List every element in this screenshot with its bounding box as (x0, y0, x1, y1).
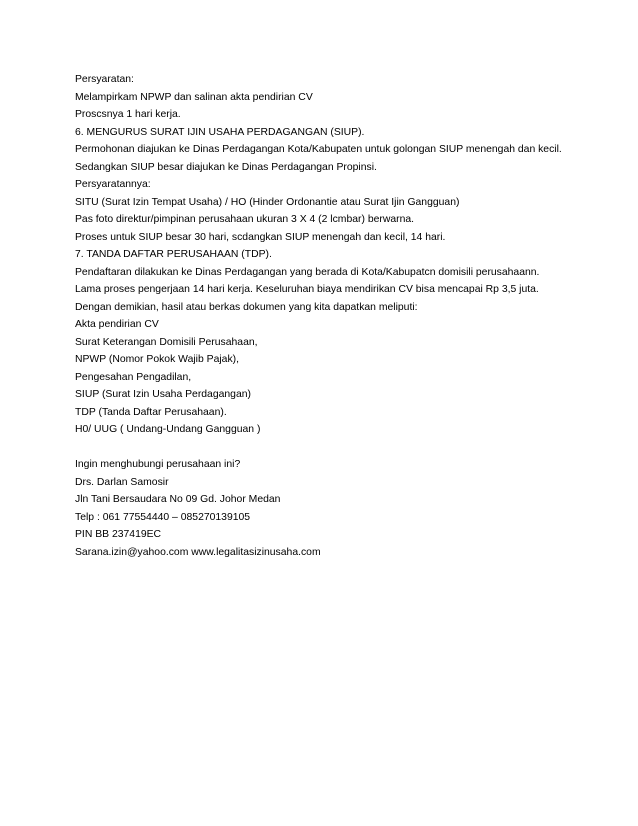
document-list-item: H0/ UUG ( Undang-Undang Gangguan ) (75, 424, 261, 435)
requirements-line: SITU (Surat Izin Tempat Usaha) / HO (Hinder Ordonantie atau Surat Ijin Gangguan) (75, 196, 460, 208)
requirements-line: Dengan demikian, hasil atau berkas dokumen yang kita dapatkan meliputi: (75, 301, 418, 313)
requirements-line: Melampirkam NPWP dan salinan akta pendirian CV (75, 91, 313, 103)
document-list-item: NPWP (Nomor Pokok Wajib Pajak), (75, 354, 239, 365)
requirements-line: Persyaratan: (75, 74, 134, 85)
requirements-line: Pas foto direktur/pimpinan perusahaan ukuran 3 X 4 (2 lcmbar) berwarna. (75, 214, 415, 225)
requirements-line: Permohonan diajukan ke Dinas Perdagangan Kota/Kabupaten untuk golongan SIUP menengah dan kecil. (75, 144, 562, 155)
contact-pin: PIN BB 237419EC (75, 529, 162, 540)
paragraph-gap (75, 439, 615, 457)
document-body (75, 71, 615, 561)
section-heading-tdp: 7. TANDA DAFTAR PERUSAHAAN (TDP). (75, 249, 272, 260)
requirements-line: Lama proses pengerjaan 14 hari kerja. Keseluruhan biaya mendirikan CV bisa mencapai Rp 3,5 juta. (75, 284, 539, 295)
document-list-item: TDP (Tanda Daftar Perusahaan). (75, 406, 227, 418)
document-list-item: SIUP (Surat Izin Usaha Perdagangan) (75, 389, 251, 400)
contact-email-website: Sarana.izin@yahoo.com www.legalitasizinusaha.com (75, 546, 321, 558)
document-list-item: Pengesahan Pengadilan, (75, 371, 192, 383)
requirements-line: Proscsnya 1 hari kerja. (75, 109, 181, 120)
contact-name: Drs. Darlan Samosir (75, 476, 169, 488)
document-list-item: Akta pendirian CV (75, 319, 159, 330)
requirements-line: Sedangkan SIUP besar diajukan ke Dinas Perdagangan Propinsi. (75, 161, 377, 173)
requirements-line: Persyaratannya: (75, 179, 151, 190)
document-list-item: Surat Keterangan Domisili Perusahaan, (75, 336, 258, 348)
contact-prompt: Ingin menghubungi perusahaan ini? (75, 459, 241, 470)
contact-address: Jln Tani Bersaudara No 09 Gd. Johor Medan (75, 494, 281, 505)
section-heading-siup: 6. MENGURUS SURAT IJIN USAHA PERDAGANGAN (SIUP). (75, 126, 365, 138)
requirements-line: Proses untuk SIUP besar 30 hari, scdangkan SIUP menengah dan kecil, 14 hari. (75, 231, 446, 243)
requirements-line: Pendaftaran dilakukan ke Dinas Perdagangan yang berada di Kota/Kabupatcn domisili perusahaann. (75, 266, 540, 278)
contact-phone: Telp : 061 77554440 – 085270139105 (75, 511, 251, 523)
